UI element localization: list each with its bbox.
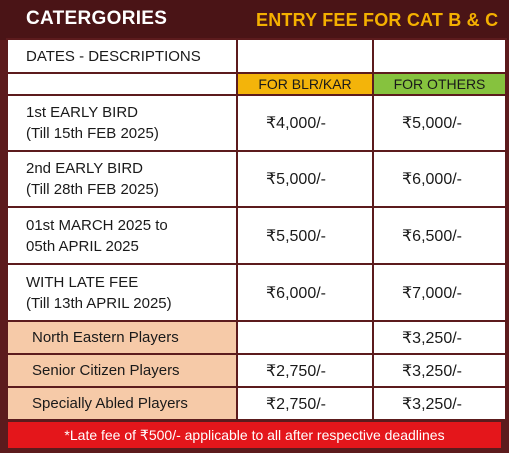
special-row-label: Senior Citizen Players (7, 354, 237, 387)
price-blr: ₹4,000/- (237, 95, 373, 151)
price-blr: ₹6,000/- (237, 264, 373, 321)
price-others: ₹7,000/- (373, 264, 506, 321)
row-line2: (Till 15th FEB 2025) (26, 125, 159, 142)
row-description (7, 151, 237, 207)
table-row (7, 151, 506, 207)
row-description (7, 264, 237, 321)
special-row-label: North Eastern Players (7, 321, 237, 354)
categories-title: CATERGORIES (26, 8, 168, 29)
fee-table-wrapper (6, 38, 505, 421)
row-line1: WITH LATE FEE (26, 273, 139, 291)
row-description (7, 95, 237, 151)
column-header-others: FOR OTHERS (373, 73, 506, 95)
row-line1: 1st EARLY BIRD (26, 104, 138, 121)
special-row (7, 387, 506, 420)
row-line2: 05th APRIL 2025 (26, 237, 139, 255)
price-others: ₹6,500/- (373, 207, 506, 264)
price-others: ₹5,000/- (373, 95, 506, 151)
price-blr: ₹5,500/- (237, 207, 373, 264)
special-row-label: Specially Abled Players (7, 387, 237, 420)
empty-cell (373, 39, 506, 73)
header-bar (0, 0, 509, 40)
row-description (7, 207, 237, 264)
table-row (7, 95, 506, 151)
price-blr: ₹2,750/- (237, 354, 373, 387)
empty-cell (237, 39, 373, 73)
entry-fee-title: ENTRY FEE FOR CAT B & C (256, 10, 499, 30)
fee-table (6, 38, 507, 421)
late-fee-note: *Late fee of ₹500/- applicable to all after respective deadlines (8, 422, 501, 448)
special-row (7, 354, 506, 387)
price-others: ₹3,250/- (373, 387, 506, 420)
price-others: ₹6,000/- (373, 151, 506, 207)
column-header-blr: FOR BLR/KAR (237, 73, 373, 95)
price-others: ₹3,250/- (373, 321, 506, 354)
row-line1: 01st MARCH 2025 to (26, 216, 168, 234)
table-row-subheader (7, 73, 506, 95)
empty-cell (7, 73, 237, 95)
table-row-dates (7, 39, 506, 73)
table-row (7, 264, 506, 321)
row-line2: (Till 28th FEB 2025) (26, 181, 159, 198)
table-row (7, 207, 506, 264)
dates-descriptions-label: DATES - DESCRIPTIONS (7, 39, 237, 73)
row-line2: (Till 13th APRIL 2025) (26, 294, 172, 312)
price-blr (237, 321, 373, 354)
special-row (7, 321, 506, 354)
price-blr: ₹5,000/- (237, 151, 373, 207)
price-blr: ₹2,750/- (237, 387, 373, 420)
row-line1: 2nd EARLY BIRD (26, 160, 144, 177)
price-others: ₹3,250/- (373, 354, 506, 387)
